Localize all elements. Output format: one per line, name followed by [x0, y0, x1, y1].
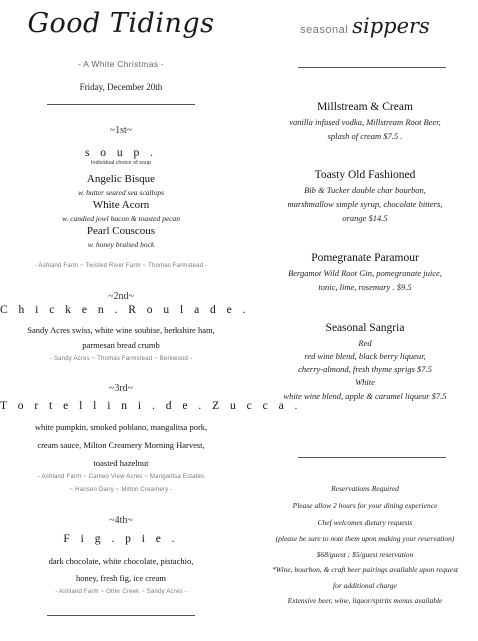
soup-desc: w. candied jowl bacon & toasted pecan — [62, 214, 180, 223]
soup-name: White Acorn — [92, 199, 150, 211]
seasonal-label: seasonal — [300, 24, 349, 36]
farm-credits: - Sandy Acres ~ Thomas Farmstead ~ Berkwood - — [49, 356, 193, 362]
course-desc-line: parmesan bread crumb — [82, 340, 160, 350]
drink-desc-line: marshmallow simple syrup, chocolate bitters, — [287, 199, 443, 209]
divider — [298, 67, 446, 68]
course-note: Individual choice of soup — [90, 160, 152, 166]
drink-name: Seasonal Sangria — [325, 322, 405, 334]
drink-name: Toasty Old Fashioned — [314, 169, 416, 181]
course-label: ~3rd~ — [108, 383, 134, 394]
farm-credits: - Ashland Farm ~ Twisted River Farm ~ Thomas Farmstead - — [34, 263, 208, 269]
menu-subtitle: - A White Christmas - — [77, 59, 165, 69]
reservation-note: Please allow 2 hours for your dining experience — [292, 501, 438, 510]
drink-name: Millstream & Cream — [317, 101, 413, 113]
drink-desc-line: tonic, lime, rosemary . $9.5 — [318, 282, 412, 292]
course-label: ~1st~ — [109, 125, 133, 136]
soup-name: Angelic Bisque — [86, 173, 156, 185]
drink-name: Pomegranate Paramour — [311, 252, 419, 264]
drink-desc-line: vanilla infused vodka, Millstream Root Beer, — [289, 117, 441, 127]
course-title: F i g . p i e . — [63, 533, 179, 545]
course-label: ~4th~ — [109, 515, 133, 526]
course-title: T o r t e l l i n i . d e . Z u c c a . — [0, 400, 302, 412]
course-desc-line: dark chocolate, white chocolate, pistachio, — [48, 556, 194, 566]
course-desc-line: white pumpkin, smoked poblano, mangalitsa pork, — [34, 422, 208, 432]
course-desc-line: cream sauce, Milton Creamery Morning Harvest, — [37, 440, 205, 450]
price-note: $68/guest ; $5/guest reservation — [316, 550, 414, 559]
soup-desc: w. honey braised hock — [87, 240, 155, 249]
reservation-note: (please be sure to note them upon making your reservation) — [275, 534, 455, 543]
drink-desc-line: Bib & Tucker double char bourbon, — [304, 185, 426, 195]
sippers-header — [252, 14, 478, 38]
soup-desc: w. butter seared sea scallops — [77, 188, 165, 197]
drink-desc-line: White — [355, 377, 375, 387]
course-desc-line: honey, fresh fig, ice cream — [75, 573, 167, 583]
divider — [47, 104, 195, 105]
course-label: ~2nd~ — [108, 291, 134, 302]
pairing-note: *Wine, bourbon, & craft beer pairings available upon request — [272, 565, 458, 574]
drink-desc-line: Red — [358, 338, 372, 348]
course-title: s o u p . — [84, 147, 158, 159]
pairing-note: for additional charge — [333, 581, 397, 590]
farm-credits: - Ashland Farm ~ Otter Creek ~ Sandy Acres - — [55, 589, 187, 595]
reservation-note: Chef welcomes dietary requests — [317, 518, 413, 527]
reservation-note: Reservations Required — [331, 484, 399, 493]
farm-credits: ~ Hansen Dairy ~ Milton Creamery - — [69, 487, 173, 493]
divider — [298, 457, 446, 458]
drink-desc-line: Bergamot Wild Root Gin, pomegranate juice, — [288, 268, 442, 278]
drink-desc-line: white wine blend, apple & caramel liqueur $7.5 — [283, 391, 447, 401]
course-desc-line: Sandy Acres swiss, white wine soubise, berkshire ham, — [27, 325, 215, 335]
brand-logo: Good Tidings — [27, 8, 215, 39]
sippers-logo: sippers — [352, 14, 430, 38]
menus-note: Extensive beer, wine, liquor/spirits menus available — [287, 596, 443, 605]
farm-credits: - Ashland Farm ~ Cameo View Acres ~ Mangalitsa Estates — [37, 474, 205, 480]
course-title: C h i c k e n . R o u l a d e . — [0, 304, 250, 316]
menu-date: Friday, December 20th — [79, 82, 163, 92]
drink-desc-line: red wine blend, black berry liqueur, — [304, 351, 426, 361]
soup-name: Pearl Couscous — [86, 225, 156, 237]
drink-desc-line: cherry-almond, fresh thyme sprigs $7.5 — [298, 364, 432, 374]
course-desc-line: toasted hazelnut — [93, 458, 149, 468]
divider — [47, 615, 195, 616]
drink-desc-line: orange $14.5 — [342, 213, 388, 223]
drink-desc-line: splash of cream $7.5 . — [327, 131, 403, 141]
